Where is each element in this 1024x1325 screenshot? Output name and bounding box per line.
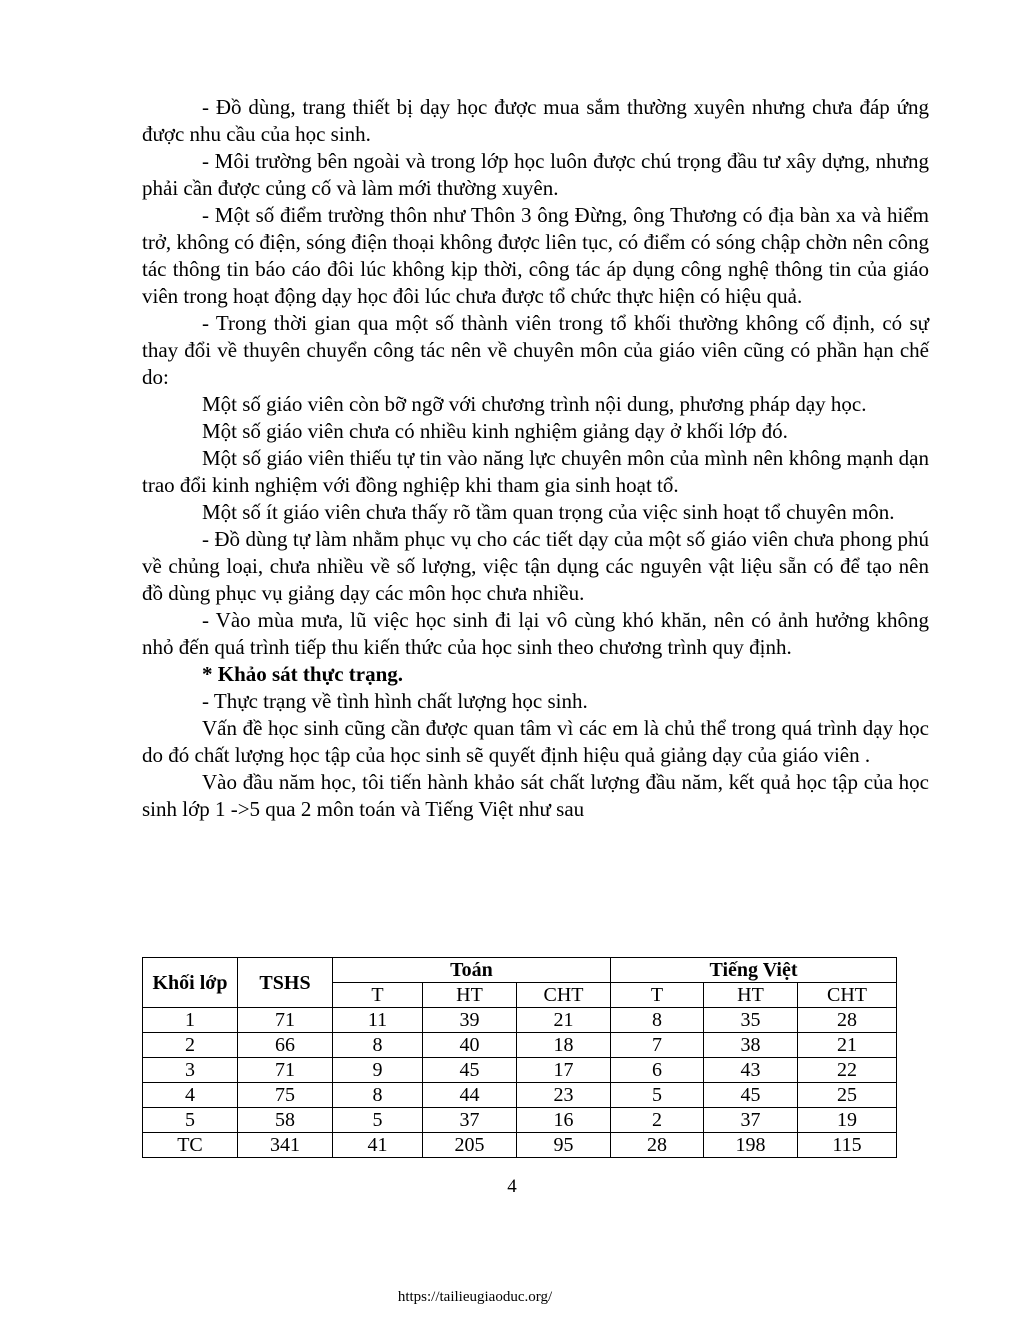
table-cell: 35 — [704, 1008, 798, 1033]
table-cell: 71 — [238, 1058, 333, 1083]
table-header-row — [143, 958, 897, 983]
table-cell: 22 — [798, 1058, 897, 1083]
table-cell: 21 — [517, 1008, 611, 1033]
table-cell: 1 — [143, 1008, 238, 1033]
paragraph-equipment: - Đồ dùng, trang thiết bị dạy học được mua sắm thường xuyên nhưng chưa đáp ứng được nhu cầu của học sinh. — [142, 95, 929, 146]
paragraph-survey-intro: Vào đầu năm học, tôi tiến hành khảo sát chất lượng đầu năm, kết quả học tập của học sinh lớp 1 ->5 qua 2 môn toán và Tiếng Việt như sau — [142, 770, 929, 821]
subheader-cell: HT — [423, 983, 517, 1008]
table-cell: 6 — [611, 1058, 704, 1083]
table-cell: 37 — [704, 1108, 798, 1133]
footer-url: https://tailieugiaoduc.org/ — [397, 1289, 553, 1305]
page-number: 4 — [507, 1176, 517, 1197]
table-cell: 21 — [798, 1033, 897, 1058]
table-cell: 28 — [798, 1008, 897, 1033]
header-toan: Toán — [333, 958, 611, 983]
header-khoi-lop: Khối lớp — [143, 958, 238, 1008]
table-cell: 3 — [143, 1058, 238, 1083]
table-cell: 5 — [333, 1108, 423, 1133]
table-cell: 9 — [333, 1058, 423, 1083]
table-cell: 11 — [333, 1008, 423, 1033]
paragraph-environment: - Môi trường bên ngoài và trong lớp học luôn được chú trọng đầu tư xây dựng, nhưng phải cần được củng cố và làm mới thường xuyên. — [142, 149, 929, 200]
table-cell: 45 — [704, 1083, 798, 1108]
table-cell: 2 — [611, 1108, 704, 1133]
table-cell: 41 — [333, 1133, 423, 1158]
paragraph-importance: Một số ít giáo viên chưa thấy rõ tầm quan trọng của việc sinh hoạt tổ chuyên môn. — [202, 500, 895, 524]
table-cell: 5 — [611, 1083, 704, 1108]
table-cell: 4 — [143, 1083, 238, 1108]
subheader-cell: T — [611, 983, 704, 1008]
paragraph-staff-changes: - Trong thời gian qua một số thành viên trong tổ khối thường không cố định, có sự thay đổi về thuyên chuyển công tác nên về chuyên môn của giáo viên cũng có phần hạn chế do: — [142, 311, 929, 389]
results-table — [142, 957, 897, 1158]
table-cell: 8 — [611, 1008, 704, 1033]
document-body — [142, 94, 929, 823]
paragraph-self-made-tools: - Đồ dùng tự làm nhằm phục vụ cho các tiết dạy của một số giáo viên chưa phong phú về chủng loại, chưa nhiều về số lượng, việc tận dụng các nguyên vật liệu sẵn có để tạo nên đồ dùng phục vụ giảng dạy các môn học chưa nhiều. — [142, 527, 929, 605]
table-row — [143, 1108, 897, 1133]
table-row — [143, 1008, 897, 1033]
header-tshs: TSHS — [238, 958, 333, 1008]
paragraph-quality-status: - Thực trạng về tình hình chất lượng học sinh. — [202, 689, 588, 713]
paragraph-students-concern: Vấn đề học sinh cũng cần được quan tâm vì các em là chủ thể trong quá trình dạy học do đó chất lượng học tập của học sinh sẽ quyết định hiệu quả giảng dạy của giáo viên . — [142, 716, 929, 767]
table-cell: 198 — [704, 1133, 798, 1158]
table-cell: 28 — [611, 1133, 704, 1158]
paragraph-rainy-season: - Vào mùa mưa, lũ việc học sinh đi lại vô cùng khó khăn, nên có ảnh hưởng không nhỏ đến quá trình tiếp thu kiến thức của học sinh theo chương trình quy định. — [142, 608, 929, 659]
table-cell: 38 — [704, 1033, 798, 1058]
table-cell: TC — [143, 1133, 238, 1158]
table-cell: 19 — [798, 1108, 897, 1133]
subheader-cell: CHT — [517, 983, 611, 1008]
table-cell: 5 — [143, 1108, 238, 1133]
paragraph-new-program: Một số giáo viên còn bỡ ngỡ với chương trình nội dung, phương pháp dạy học. — [202, 392, 867, 416]
table-cell: 205 — [423, 1133, 517, 1158]
table-cell: 95 — [517, 1133, 611, 1158]
table-row — [143, 1033, 897, 1058]
table-cell: 8 — [333, 1083, 423, 1108]
table-cell: 39 — [423, 1008, 517, 1033]
table-cell: 66 — [238, 1033, 333, 1058]
table-row — [143, 1058, 897, 1083]
table-cell: 44 — [423, 1083, 517, 1108]
table-cell: 25 — [798, 1083, 897, 1108]
paragraph-confidence: Một số giáo viên thiếu tự tin vào năng lực chuyên môn của mình nên không mạnh dạn trao đổi kinh nghiệm với đồng nghiệp khi tham gia sinh hoạt tổ. — [142, 446, 929, 497]
table-row — [143, 1133, 897, 1158]
table-cell: 18 — [517, 1033, 611, 1058]
table-cell: 71 — [238, 1008, 333, 1033]
table-cell: 17 — [517, 1058, 611, 1083]
subheader-cell: CHT — [798, 983, 897, 1008]
subheader-cell: HT — [704, 983, 798, 1008]
paragraph-experience: Một số giáo viên chưa có nhiều kinh nghiệm giảng dạy ở khối lớp đó. — [202, 419, 788, 443]
table-cell: 8 — [333, 1033, 423, 1058]
table-cell: 23 — [517, 1083, 611, 1108]
table-cell: 7 — [611, 1033, 704, 1058]
section-heading-survey: * Khảo sát thực trạng. — [202, 662, 404, 686]
table-row — [143, 1083, 897, 1108]
table-cell: 45 — [423, 1058, 517, 1083]
table-cell: 341 — [238, 1133, 333, 1158]
table-cell: 16 — [517, 1108, 611, 1133]
table-cell: 2 — [143, 1033, 238, 1058]
subheader-cell: T — [333, 983, 423, 1008]
paragraph-remote-schools: - Một số điểm trường thôn như Thôn 3 ông Đừng, ông Thương có địa bàn xa và hiểm trở, không có điện, sóng điện thoại không được liên tục, có điểm có sóng chập chờn nên công tác thông tin báo cáo đôi lúc không kịp thời, công tác áp dụng công nghệ thông tin của giáo viên trong hoạt động dạy học đôi lúc chưa được tổ chức thực hiện có hiệu quả. — [142, 203, 929, 308]
table-cell: 75 — [238, 1083, 333, 1108]
table-cell: 58 — [238, 1108, 333, 1133]
table-cell: 43 — [704, 1058, 798, 1083]
header-tieng-viet: Tiếng Việt — [611, 958, 897, 983]
table-cell: 40 — [423, 1033, 517, 1058]
table-cell: 37 — [423, 1108, 517, 1133]
table-cell: 115 — [798, 1133, 897, 1158]
